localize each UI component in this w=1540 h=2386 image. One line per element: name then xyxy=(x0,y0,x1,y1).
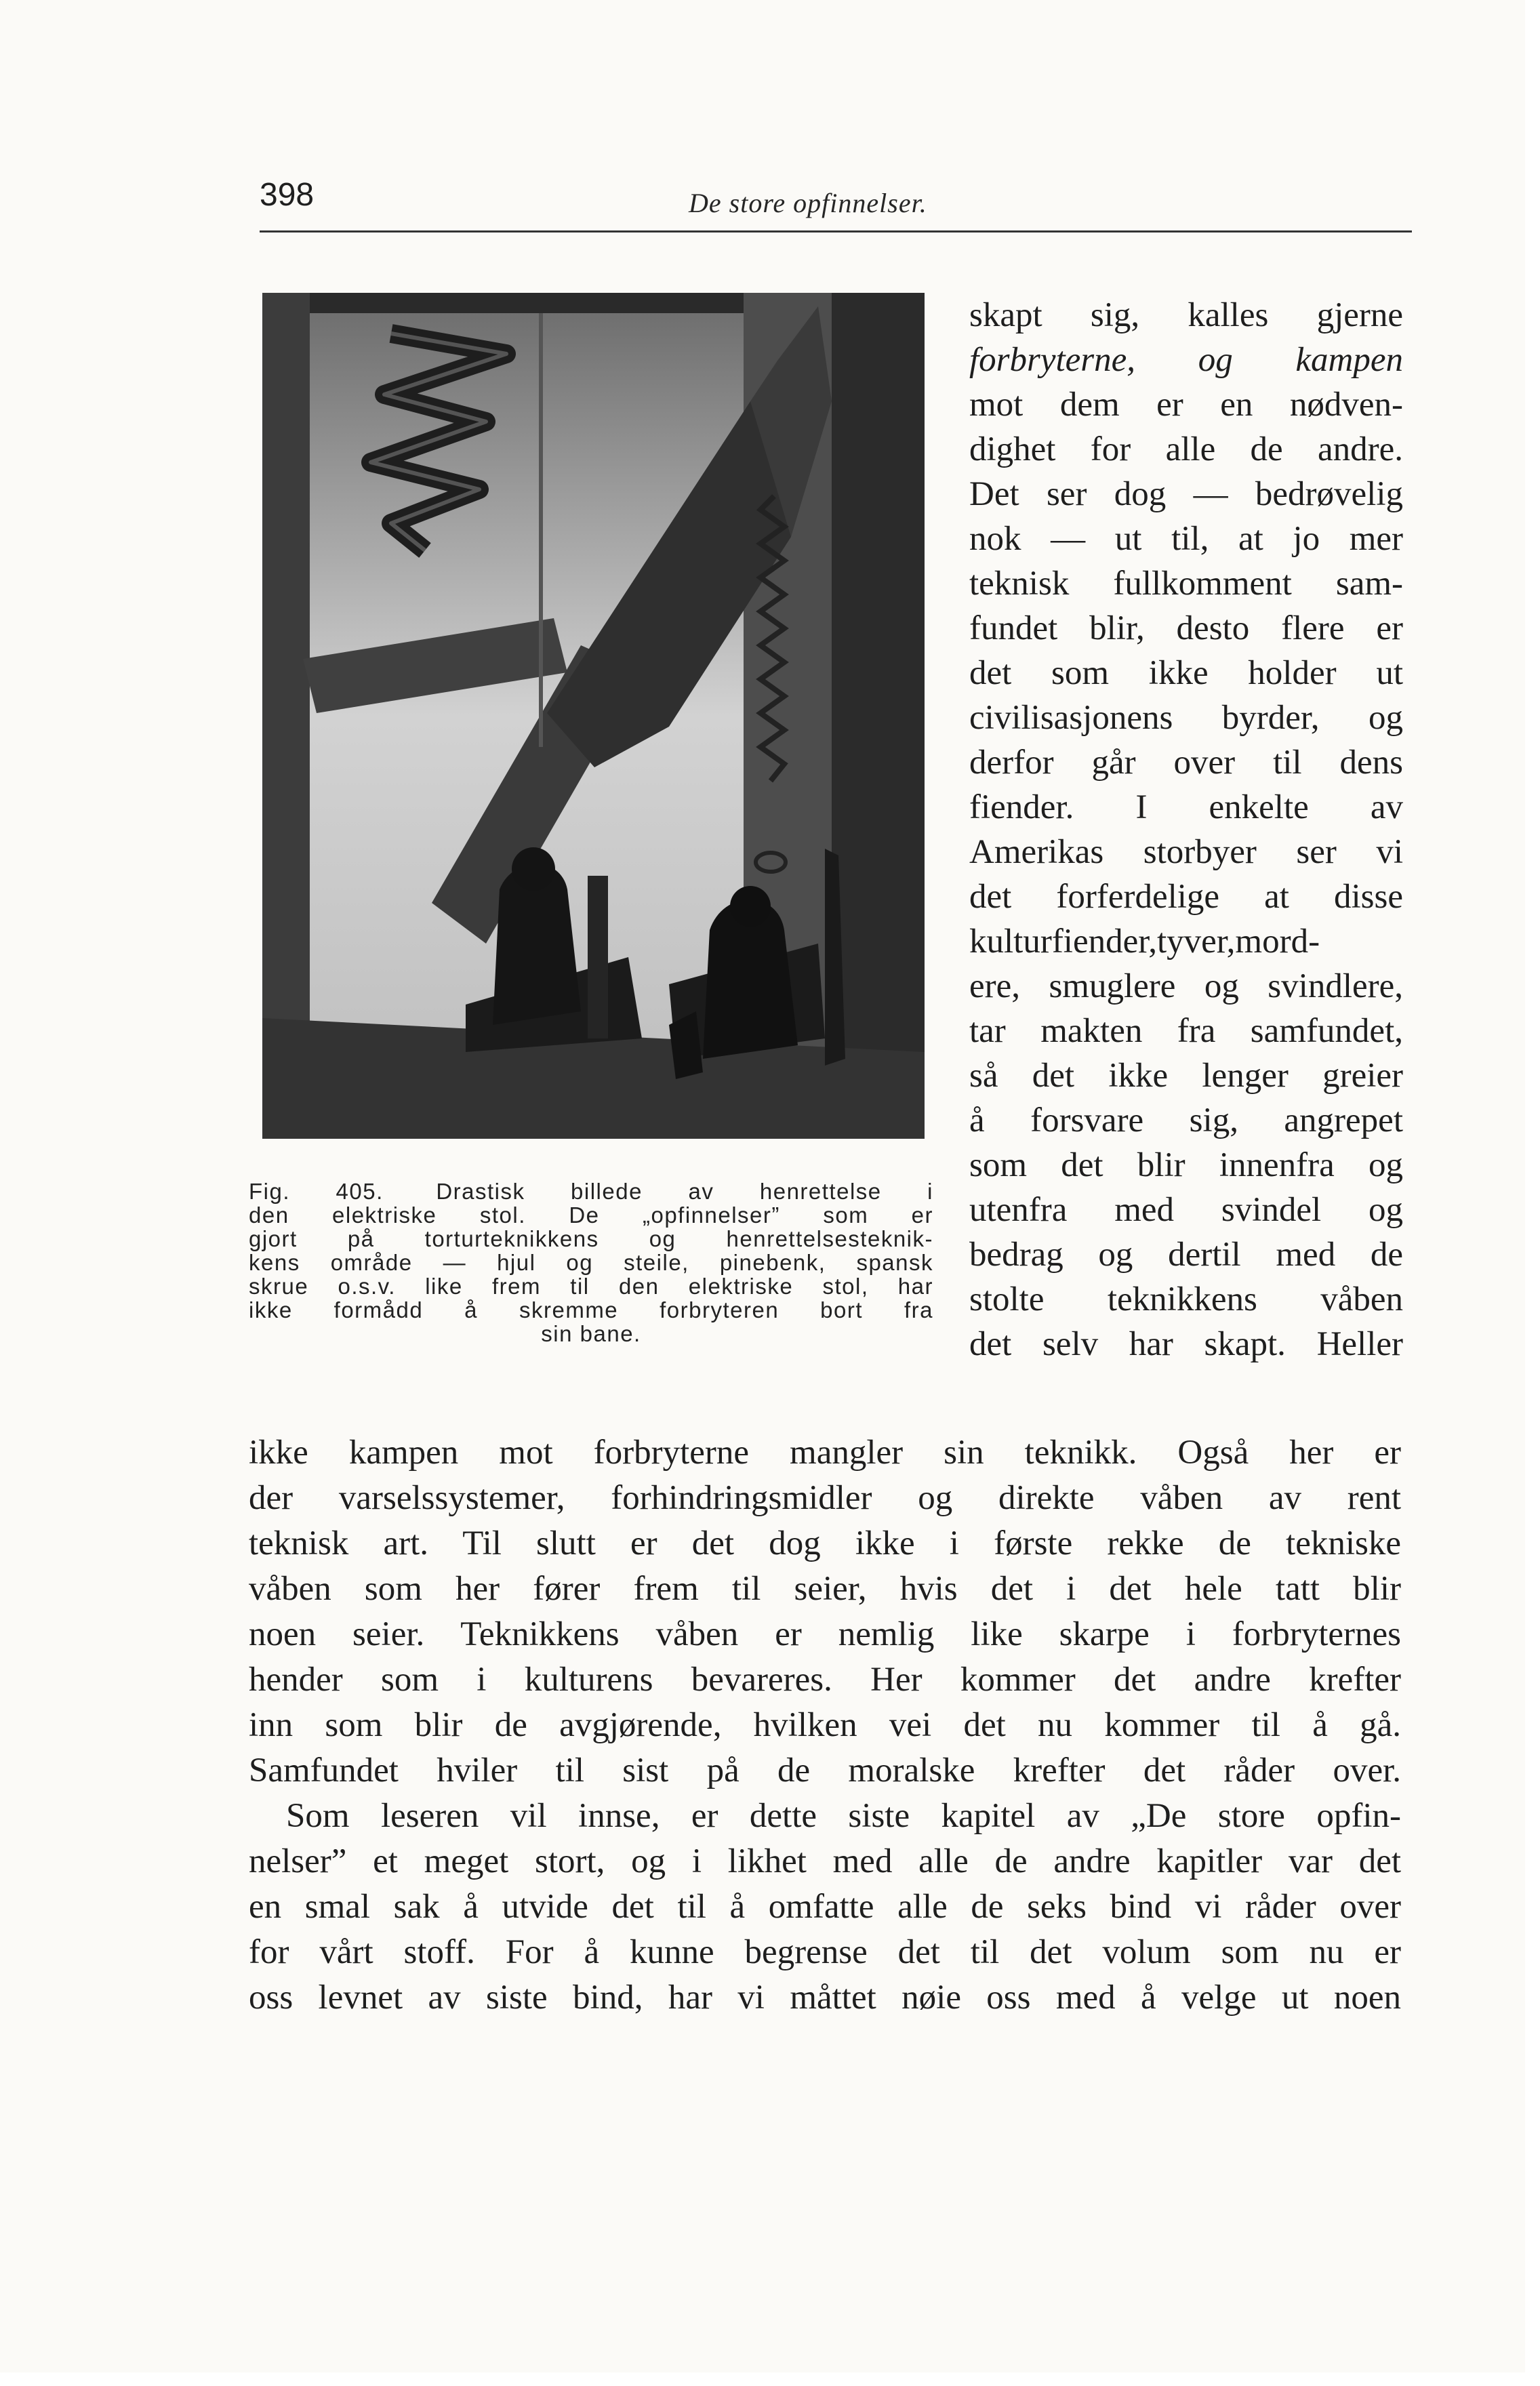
text-line: våben som her fører frem til seier, hvis det i det hele tatt blir xyxy=(249,1570,1401,1608)
text-line: teknisk fullkomment sam- xyxy=(969,565,1403,603)
text-line: hender som i kulturens bevareres. Her kommer det andre krefter xyxy=(249,1661,1401,1699)
page-header xyxy=(260,176,1412,232)
caption-line: skrue o.s.v. like frem til den elektriske stol, har xyxy=(249,1274,933,1299)
text-line: der varselssystemer, forhindringsmidler og direkte våben av rent xyxy=(249,1479,1401,1517)
text-line: ere, smuglere og svindlere, xyxy=(969,967,1403,1005)
figure-photo xyxy=(262,293,925,1139)
text-line: stolte teknikkens våben xyxy=(969,1280,1403,1318)
text-line: oss levnet av siste bind, har vi måttet nøie oss med å velge ut noen xyxy=(249,1979,1401,2017)
page-number: 398 xyxy=(260,177,315,213)
text-line: dighet for alle de andre. xyxy=(969,430,1403,468)
text-line: noen seier. Teknikkens våben er nemlig like skarpe i forbryternes xyxy=(249,1615,1401,1653)
side-column-text xyxy=(969,293,1403,1367)
text-line: å forsvare sig, angrepet xyxy=(969,1101,1403,1139)
text-line: kulturfiender,tyver,mord- xyxy=(969,923,1320,961)
text-line: nelser” et meget stort, og i likhet med alle de andre kapitler var det xyxy=(249,1842,1401,1880)
text-line: en smal sak å utvide det til å omfatte alle de seks bind vi råder over xyxy=(249,1888,1401,1926)
text-line: nok — ut til, at jo mer xyxy=(969,520,1403,558)
text-line: bedrag og dertil med de xyxy=(969,1236,1403,1274)
text-line: Som leseren vil innse, er dette siste kapitel av „De store opfin- xyxy=(286,1797,1401,1835)
text-line: så det ikke lenger greier xyxy=(969,1057,1403,1095)
text-line: tar makten fra samfundet, xyxy=(969,1012,1403,1050)
text-line: fundet blir, desto flere er xyxy=(969,609,1403,647)
caption-line: kens område — hjul og steile, pinebenk, spansk xyxy=(249,1250,933,1275)
text-line: skapt sig, kalles gjerne xyxy=(969,296,1403,334)
text-line: civilisasjonens byrder, og xyxy=(969,699,1403,737)
text-line: Samfundet hviler til sist på de moralske krefter det råder over. xyxy=(249,1752,1401,1790)
text-line: det som ikke holder ut xyxy=(969,654,1403,692)
text-line: ikke kampen mot forbryterne mangler sin teknikk. Også her er xyxy=(249,1434,1401,1472)
caption-line: gjort på torturteknikkens og henrettelsesteknik- xyxy=(249,1226,933,1251)
caption-line: ikke formådd å skremme forbryteren bort fra xyxy=(249,1297,933,1322)
caption-line: sin bane. xyxy=(541,1321,641,1346)
text-line: derfor går over til dens xyxy=(969,744,1403,782)
text-line-italic: forbryterne, og kampen xyxy=(969,341,1403,379)
text-line: Det ser dog — bedrøvelig xyxy=(969,475,1403,513)
text-line: Amerikas storbyer ser vi xyxy=(969,833,1403,871)
text-line: teknisk art. Til slutt er det dog ikke i første rekke de tekniske xyxy=(249,1524,1401,1562)
body-text xyxy=(249,1430,1401,2021)
figure-label: Fig. 405. xyxy=(249,1179,384,1204)
text-line: det selv har skapt. Heller xyxy=(969,1325,1403,1363)
electric-chair-illustration xyxy=(262,293,925,1139)
text-line: for vårt stoff. For å kunne begrense det til det volum som nu er xyxy=(249,1933,1401,1971)
figure-caption xyxy=(249,1179,933,1346)
caption-line: den elektriske stol. De „opfinnelser” som er xyxy=(249,1202,933,1228)
text-line: fiender. I enkelte av xyxy=(969,788,1403,826)
text-line: som det blir innenfra og xyxy=(969,1146,1403,1184)
caption-line: Drastisk billede av henrettelse i xyxy=(436,1179,934,1204)
text-line: det forferdelige at disse xyxy=(969,878,1403,916)
text-line: inn som blir de avgjørende, hvilken vei det nu kommer til å gå. xyxy=(249,1706,1401,1744)
running-title: De store opfinnelser. xyxy=(689,188,927,218)
text-line: mot dem er en nødven- xyxy=(969,386,1403,424)
text-line: utenfra med svindel og xyxy=(969,1191,1403,1229)
